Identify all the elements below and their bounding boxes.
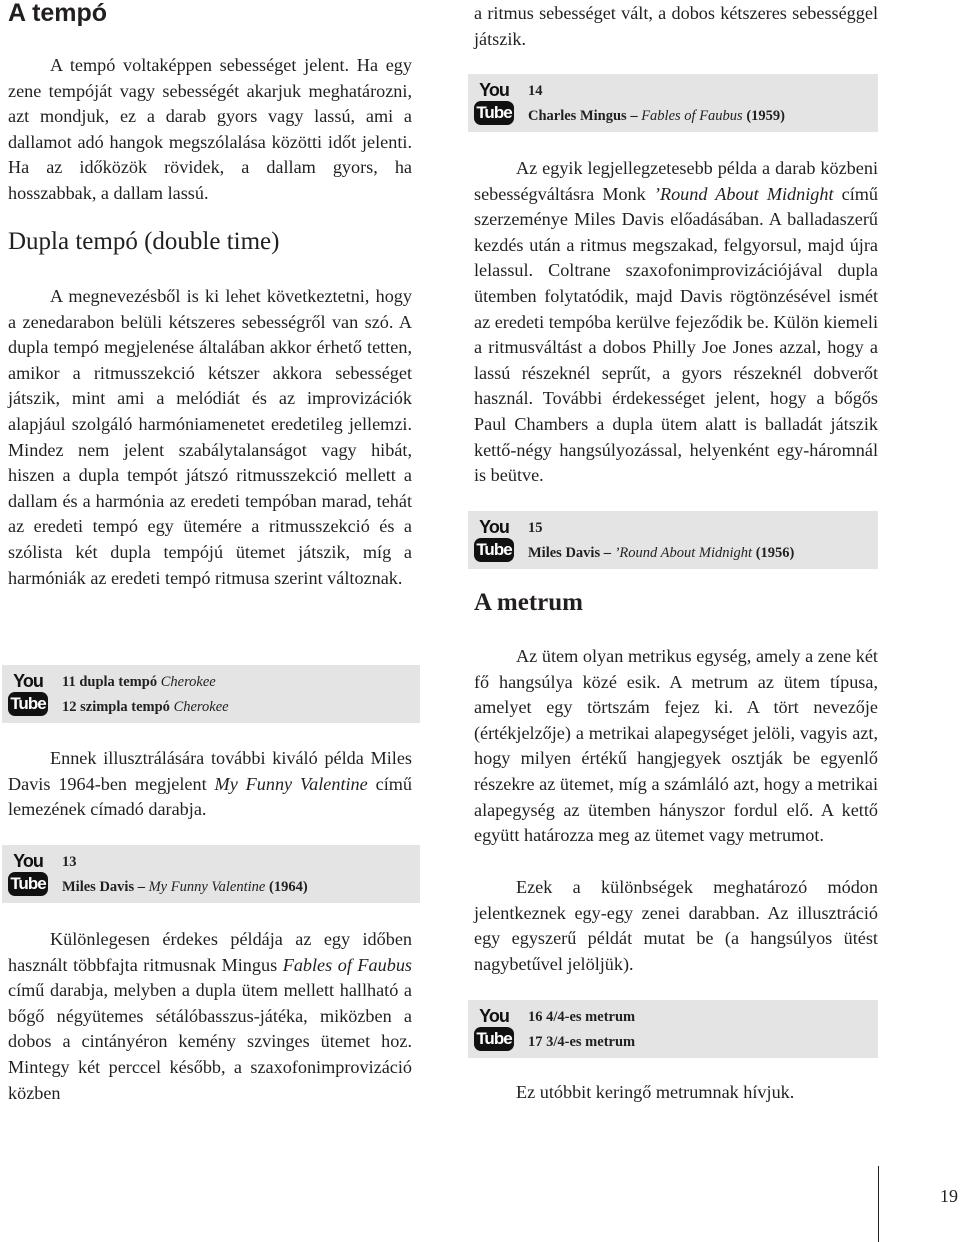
youtube-box-16-17[interactable] [468, 1000, 878, 1058]
youtube-icon: You Tube [474, 80, 514, 126]
youtube-link-17[interactable]: 17 3/4-es metrum [528, 1034, 636, 1050]
heading-metrum: A metrum [474, 589, 583, 616]
youtube-icon: You Tube [8, 851, 48, 897]
youtube-icon: You Tube [474, 1006, 514, 1052]
youtube-link-15[interactable]: Miles Davis – ’Round About Midnight (1956) [528, 545, 795, 561]
section-title-tempo: A tempó [8, 0, 108, 27]
paragraph-metrum: Az ütem olyan metrikus egység, amely a zene két fő hangsúlya közé esik. A metrum az ütem típusa, amelyet egy törtszám fejez ki. A tört nevezője (értékjelzője) a metrikai alapegységet jelöli, vagyis azt, hogy milyen értékű hangjegyek osztják be egyenlő részekre az ütemet, míg a számláló azt, hogy a metrikai alapegység az ütemben hányszor fordul elő. A kettő együtt határozza meg az ütemet vagy metrumot. [474, 646, 878, 846]
youtube-box-13[interactable] [2, 845, 420, 903]
youtube-link-14[interactable]: Charles Mingus – Fables of Faubus (1959) [528, 108, 785, 124]
paragraph-mingus: Különlegesen érdekes példája az egy időben használt többfajta ritmusnak Mingus Fables of Faubus című darabja, melyben a dupla ütem mellett hallható a bőgő négyütemes sétálóbasszus-játéka, miközben a dobos a cintányéron kemény szvinges ütemet hoz. Mintegy két perccel később, a szaxofonimprovizáció közben [8, 929, 412, 1103]
paragraph-continuation: a ritmus sebességet vált, a dobos kétszeres sebességgel játszik. [474, 3, 878, 49]
page-number-rule [878, 1166, 879, 1242]
youtube-box-14[interactable] [468, 74, 878, 132]
page-number: 19 [940, 1186, 958, 1206]
youtube-link-16[interactable]: 16 4/4-es metrum [528, 1009, 636, 1025]
paragraph-valentine: Ennek illusztrálására további kiváló példa Miles Davis 1964-ben megjelent My Funny Valentine című lemezének címadó darabja. [8, 748, 412, 820]
youtube-number-14: 14 [528, 83, 543, 99]
youtube-icon: You Tube [8, 671, 48, 717]
paragraph-round-midnight: Az egyik legjellegzetesebb példa a darab közbeni sebességváltásra Monk ’Round About Midnight című szerzeménye Miles Davis előadásában. A balladaszerű kezdés után a ritmus megszakad, felgyorsul, majd újra lelassul. Coltrane szaxofonimprovizációjával dupla ütemben folytatódik, majd Davis rögtönzésével ismét az eredeti tempóba kerülve fejeződik be. Külön kiemeli a ritmusváltást a dobos Philly Joe Jones azzal, hogy a lassú részeknél seprűt, a gyors részeknél dobverőt használ. További érdekességet jelent, hogy a bőgős Paul Chambers a dupla ütem alatt is balladát játszik kettő-négy hangsúlyozással, helyenként egy-háromnál is beütve. [474, 158, 878, 486]
youtube-link-12[interactable]: 12 szimpla tempó Cherokee [62, 699, 229, 715]
youtube-box-15[interactable] [468, 511, 878, 569]
youtube-number-13: 13 [62, 854, 77, 870]
youtube-box-11-12[interactable] [2, 665, 420, 723]
youtube-icon: You Tube [474, 517, 514, 563]
youtube-link-13[interactable]: Miles Davis – My Funny Valentine (1964) [62, 879, 308, 895]
paragraph-tempo-intro: A tempó voltaképpen sebességet jelent. Ha egy zene tempóját vagy sebességét akarjuk meghatározni, azt mondjuk, ez a darab gyors vagy lassú, ami a dallamot adó hangok megszólalása közötti időt jelenti. Ha az időközök rövidek, a dallam gyors, ha hosszabbak, a dallam lassú. [8, 55, 412, 203]
youtube-number-15: 15 [528, 520, 543, 536]
paragraph-differences: Ezek a különbségek meghatározó módon jelentkeznek egy-egy zenei darabban. Az illusztráció egy egyszerű példát mutat be (a hangsúlyos ütést nagybetűvel jelöljük). [474, 877, 878, 974]
heading-double-time: Dupla tempó (double time) [8, 228, 280, 255]
youtube-link-11[interactable]: 11 dupla tempó Cherokee [62, 674, 216, 690]
paragraph-double-time: A megnevezésből is ki lehet következtetni, hogy a zenedarabon belüli kétszeres sebességről van szó. A dupla tempó megjelenése általában akkor érhető tetten, amikor a ritmusszekció kétszer akkora sebességet játszik, mint ami a melódiát és az improvizációk alapjául szolgáló harmóniamenetet eredetileg jellemzi. Mindez nem jelent szabálytalanságot vagy hibát, hiszen a dupla tempót játszó ritmusszekció mellett a dallam és a harmónia az eredeti tempóban marad, tehát az eredeti tempó egy ütemére a ritmusszekció és a szólista két dupla tempójú ütemet játszik, míg a harmóniák az eredeti tempó ritmusa szerint változnak. [8, 286, 412, 588]
paragraph-waltz: Ez utóbbit keringő metrumnak hívjuk. [516, 1082, 795, 1102]
